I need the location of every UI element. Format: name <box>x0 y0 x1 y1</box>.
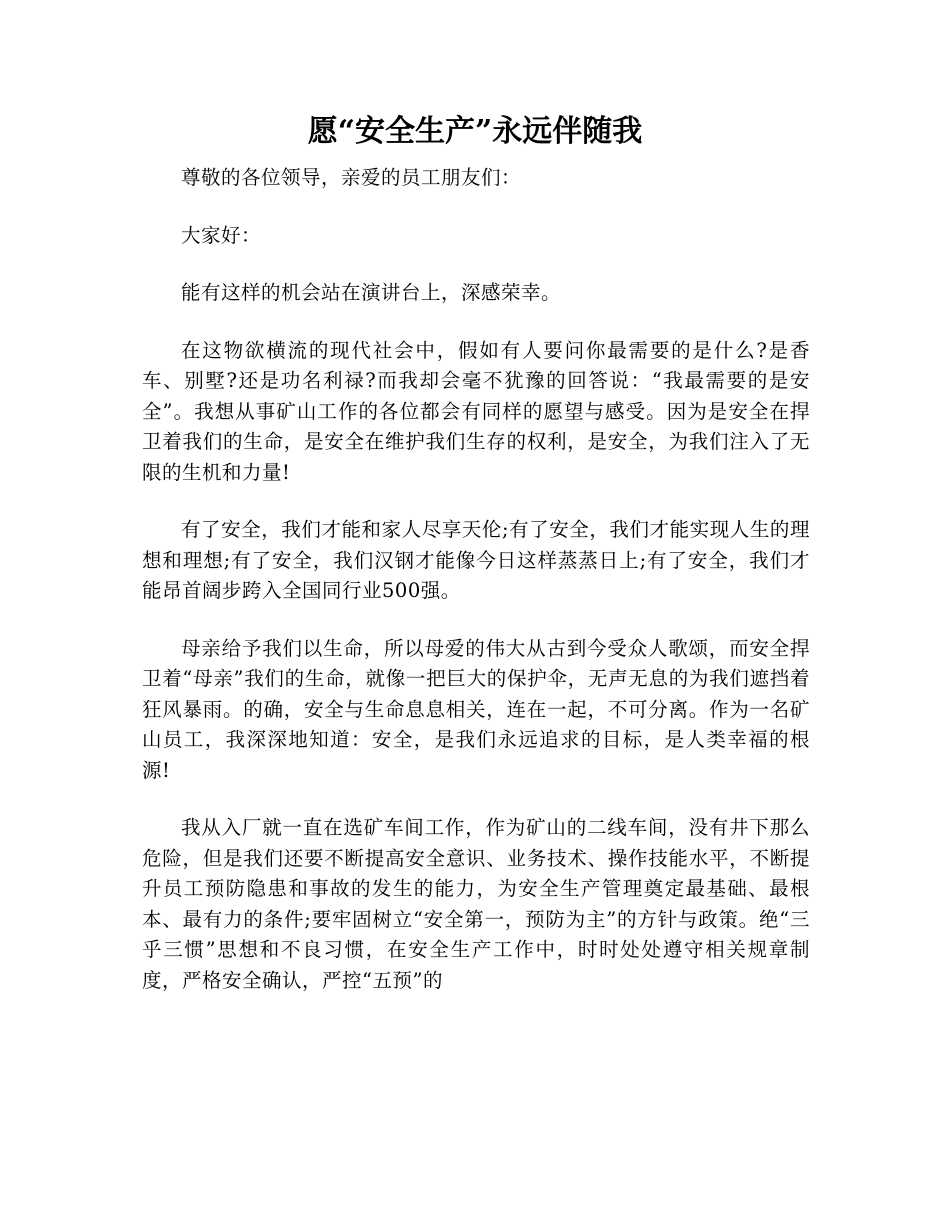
paragraph-greeting: 大家好： <box>181 223 262 247</box>
document-title: 愿“安全生产”永远伴随我 <box>307 114 643 149</box>
paragraph: 在这物欲横流的现代社会中，假如有人要问你最需要的是什么?是香车、别墅?还是功名利禄?而我却会毫不犹豫的回答说：“我最需要的是安全”。我想从事矿山工作的各位都会有同样的愿望与感受。因为是安全在捍卫着我们的生命，是安全在维护我们生存的权利，是安全，为我们注入了无限的生机和力量! <box>142 338 810 484</box>
paragraph: 我从入厂就一直在选矿车间工作，作为矿山的二线车间，没有井下那么危险，但是我们还要不断提高安全意识、业务技术、操作技能水平，不断提升员工预防隐患和事故的发生的能力，为安全生产管理奠定最基础、最根本、最有力的条件;要牢固树立“安全第一，预防为主”的方针与政策。绝“三乎三惯”思想和不良习惯，在安全生产工作中，时时处处遵守相关规章制度，严格安全确认，严控“五预”的 <box>142 816 810 992</box>
paragraph-opening: 能有这样的机会站在演讲台上，深感荣幸。 <box>181 281 562 304</box>
document-body <box>142 163 810 1023</box>
paragraph: 母亲给予我们以生命，所以母爱的伟大从古到今受众人歌颂，而安全捍卫着“母亲”我们的生命，就像一把巨大的保护伞，无声无息的为我们遮挡着狂风暴雨。的确，安全与生命息息相关，连在一起，不可分离。作为一名矿山员工，我深深地知道：安全，是我们永远追求的目标，是人类幸福的根源! <box>142 636 810 782</box>
paragraph-salutation: 尊敬的各位领导，亲爱的员工朋友们： <box>181 166 522 189</box>
paragraph: 有了安全，我们才能和家人尽享天伦;有了安全，我们才能实现人生的理想和理想;有了安全，我们汉钢才能像今日这样蒸蒸日上;有了安全，我们才能昂首阔步跨入全国同行业500强。 <box>142 518 810 602</box>
